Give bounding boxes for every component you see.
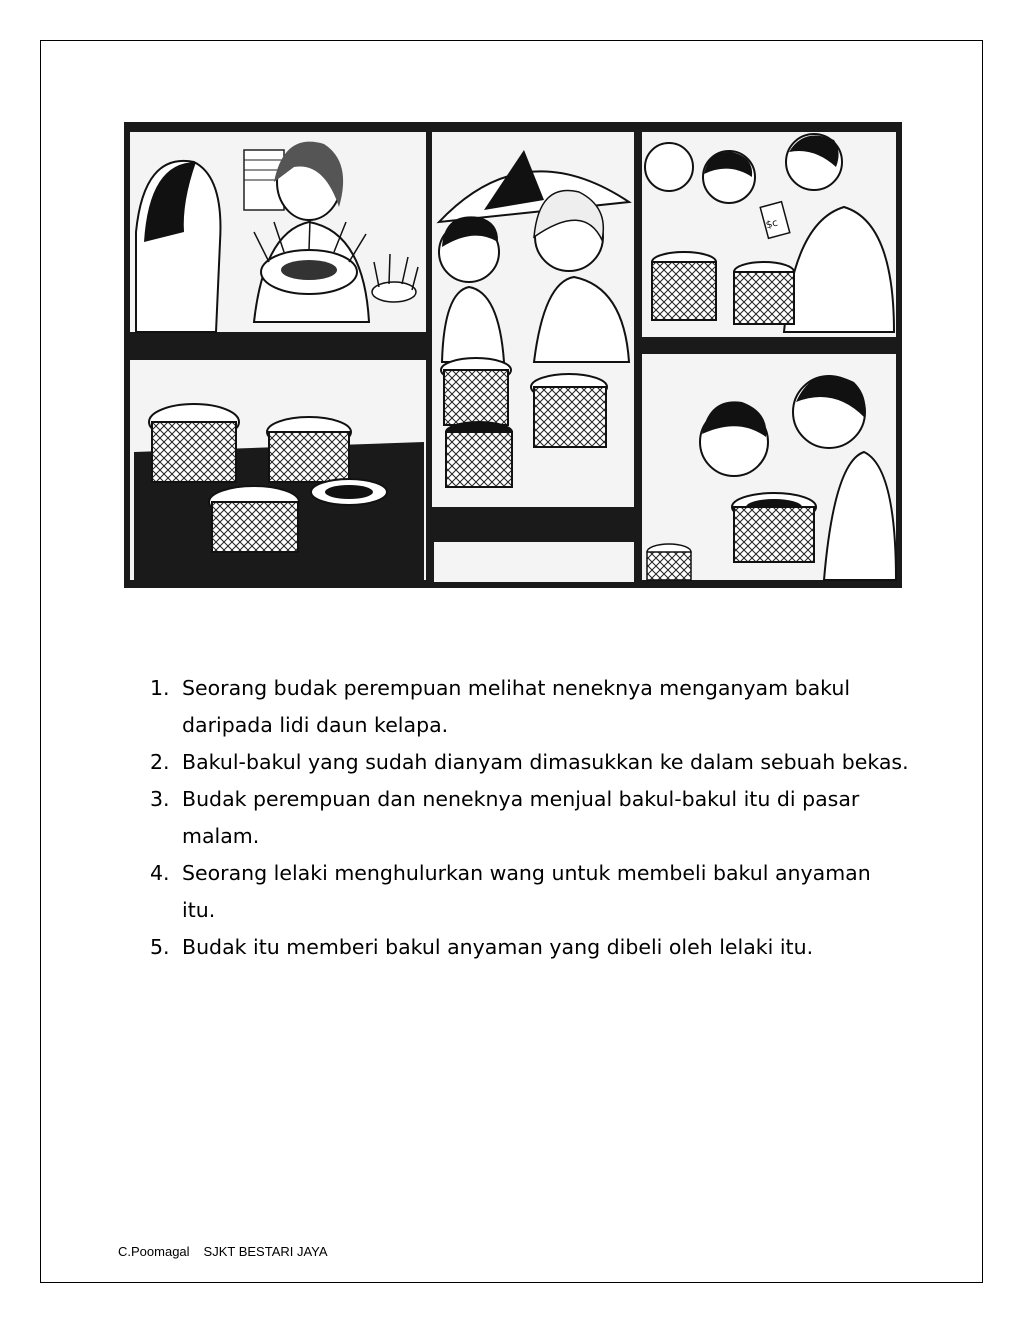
item-number: 2. <box>150 750 170 774</box>
footer-school: SJKT BESTARI JAYA <box>203 1244 328 1259</box>
item-number: 3. <box>150 787 170 811</box>
item-text: Budak itu memberi bakul anyaman yang dibeli oleh lelaki itu. <box>182 935 814 959</box>
panel-1-weaving <box>130 132 426 332</box>
panel-3-market <box>432 132 634 582</box>
list-item <box>150 781 910 855</box>
item-text: Seorang lelaki menghulurkan wang untuk membeli bakul anyaman itu. <box>182 861 871 922</box>
comic-illustration <box>124 122 902 588</box>
footer-author: C.Poomagal <box>118 1244 190 1259</box>
item-text: Budak perempuan dan neneknya menjual bakul-bakul itu di pasar malam. <box>182 787 860 848</box>
item-number: 1. <box>150 676 170 700</box>
sentence-list <box>150 670 910 966</box>
item-number: 5. <box>150 935 170 959</box>
comic-strip-image <box>124 122 902 588</box>
list-item <box>150 855 910 929</box>
panel-2-baskets-box <box>130 360 426 580</box>
price-tag-text: $c <box>764 217 780 232</box>
list-item <box>150 744 910 781</box>
panel-4-payment <box>642 132 896 337</box>
page-footer <box>118 1244 328 1259</box>
list-item <box>150 929 910 966</box>
item-text: Bakul-bakul yang sudah dianyam dimasukkan ke dalam sebuah bekas. <box>182 750 909 774</box>
panel-5-giving-basket <box>642 354 896 580</box>
item-text: Seorang budak perempuan melihat neneknya menganyam bakul daripada lidi daun kelapa. <box>182 676 851 737</box>
item-number: 4. <box>150 861 170 885</box>
list-item <box>150 670 910 744</box>
